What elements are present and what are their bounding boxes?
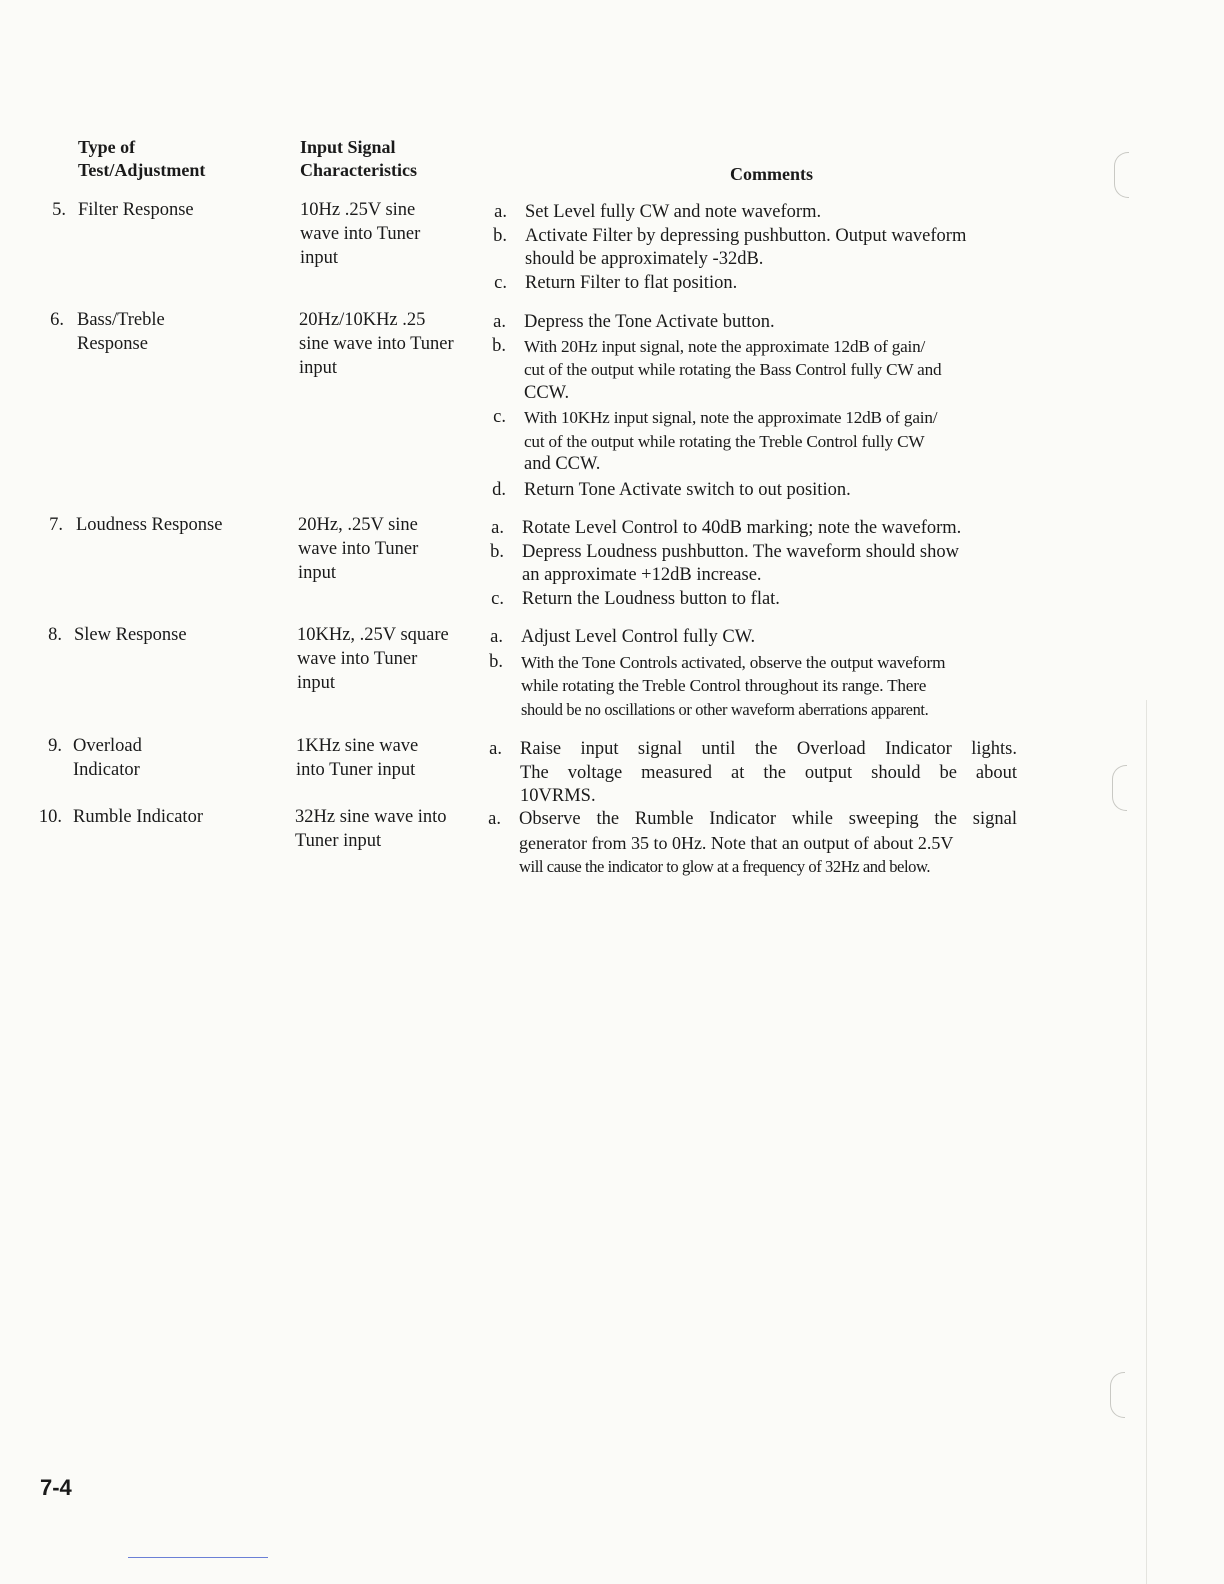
test-name [78,198,278,222]
comments-list [493,201,1025,295]
comment-line: Depress the Tone Activate button. [524,312,775,332]
comment-letter: c. [491,588,504,609]
comment-line: cut of the output while rotating the Bass Control fully CW and [524,360,942,379]
binder-hole [1114,152,1129,198]
comment-line: cut of the output while rotating the Treble Control fully CW [524,431,925,451]
comment-line: Raise input signal until the Overload Indicator lights. [520,739,1017,759]
test-number: 6. [50,310,64,330]
test-name [73,734,273,782]
comment-letter: d. [492,479,506,500]
comment-letter: a. [494,202,507,222]
signal-line: wave into Tuner [298,539,419,559]
column-header-input-signal [300,136,417,182]
signal-line: wave into Tuner [300,224,421,244]
input-signal [295,805,485,853]
comment-line: should be approximately -32dB. [525,249,764,269]
test-name [73,805,273,829]
comment-line: 10VRMS. [520,786,596,806]
signal-line: input [300,248,339,268]
input-signal [296,734,486,782]
comment-item [492,479,1024,503]
comment-letter: c. [494,272,507,293]
binder-hole [1112,765,1127,811]
signal-line: 10Hz .25V sine [300,200,416,220]
comment-item [491,588,1022,612]
signal-line: 32Hz sine wave into [295,807,447,827]
comment-item [491,517,1022,541]
comment-line: Observe the Rumble Indicator while sweeping the signal [519,809,1017,829]
comment-item [493,406,1024,477]
comment-letter: a. [489,739,502,759]
comment-letter: b. [493,225,507,246]
comment-line: and CCW. [524,454,601,474]
page-number: 7-4 [40,1475,72,1500]
comment-letter: a. [488,809,501,829]
comment-item [490,541,1022,588]
test-name [77,308,277,356]
test-number: 7. [49,515,63,535]
comment-line: Activate Filter by depressing pushbutton. Output waveform [525,225,967,246]
signal-line: 1KHz sine wave [296,736,419,756]
comment-line: Return the Loudness button to flat. [522,588,780,609]
comment-letter: b. [489,651,503,672]
comment-line: generator from 35 to 0Hz. Note that an output of about 2.5V [519,832,954,853]
signal-line: 10KHz, .25V square [297,625,449,645]
comment-letter: b. [490,541,504,562]
comment-item [488,808,1017,879]
comment-line: Rotate Level Control to 40dB marking; note the waveform. [522,518,962,538]
input-signal [300,198,490,270]
header-input-line2: Characteristics [300,160,417,180]
binder-hole [1110,1372,1125,1418]
comment-item [489,738,1017,809]
input-signal [299,308,489,380]
signal-line: 20Hz/10KHz .25 [299,310,426,330]
header-type-line1: Type of [78,137,136,157]
comment-line: CCW. [524,382,570,403]
comment-letter: a. [493,312,506,332]
comment-item [489,651,1021,722]
column-header-type [78,136,205,182]
header-type-line2: Test/Adjustment [78,160,206,180]
comment-letter: b. [492,335,506,356]
signal-line: into Tuner input [296,760,416,780]
comment-line: Return Filter to flat position. [525,272,738,293]
comment-line: With 20Hz input signal, note the approximate 12dB of gain/ [524,336,926,356]
signal-line: input [298,563,337,583]
input-signal [298,513,488,585]
comment-line: With the Tone Controls activated, observe the output waveform [521,652,946,672]
comment-item [490,626,1021,650]
comments-list [492,311,1024,502]
comments-list [489,738,1017,809]
comment-letter: a. [490,627,503,647]
test-name-line: Overload [73,736,142,756]
test-name-line: Indicator [73,760,140,780]
signal-line: input [299,358,338,378]
comments-list [488,808,1017,879]
test-name-line: Response [77,334,148,354]
comment-item [494,272,1025,296]
comment-line: With 10KHz input signal, note the approximate 12dB of gain/ [524,408,938,427]
comment-line: will cause the indicator to glow at a frequency of 32Hz and below. [519,857,931,876]
signal-line: wave into Tuner [297,649,418,669]
comment-letter: c. [493,407,506,427]
comment-line: an approximate +12dB increase. [522,565,762,585]
comment-item [493,225,1025,272]
comment-line: should be no oscillations or other waveform aberrations apparent. [521,699,929,719]
test-name-line: Slew Response [74,625,187,645]
test-name-line: Filter Response [78,200,194,220]
test-number: 10. [38,807,62,827]
footer-rule [128,1557,268,1558]
comments-list [490,517,1022,611]
comment-line: The voltage measured at the output should be about [520,762,1017,783]
signal-line: 20Hz, .25V sine [298,515,418,535]
column-header-comments: Comments [730,164,813,184]
signal-line: input [297,673,336,693]
test-number: 8. [48,625,62,645]
comment-item [493,311,1024,335]
comment-letter: a. [491,518,504,538]
test-name [74,623,274,647]
header-input-line1: Input Signal [300,137,396,157]
comment-line: while rotating the Treble Control throughout its range. There [521,676,927,695]
test-number: 5. [52,200,66,220]
comment-item [492,335,1024,406]
page-edge [1146,700,1147,1584]
comment-line: Depress Loudness pushbutton. The waveform should show [522,541,959,562]
test-name [76,513,276,537]
input-signal [297,623,487,695]
comment-line: Adjust Level Control fully CW. [521,627,756,647]
test-name-line: Bass/Treble [77,310,165,330]
comment-line: Set Level fully CW and note waveform. [525,202,822,222]
comment-item [494,201,1025,225]
comment-line: Return Tone Activate switch to out position. [524,479,851,500]
signal-line: Tuner input [295,831,382,851]
test-number: 9. [48,736,62,756]
test-name-line: Loudness Response [76,515,223,535]
comments-list [489,626,1021,721]
test-name-line: Rumble Indicator [73,807,203,827]
signal-line: sine wave into Tuner [299,334,454,354]
